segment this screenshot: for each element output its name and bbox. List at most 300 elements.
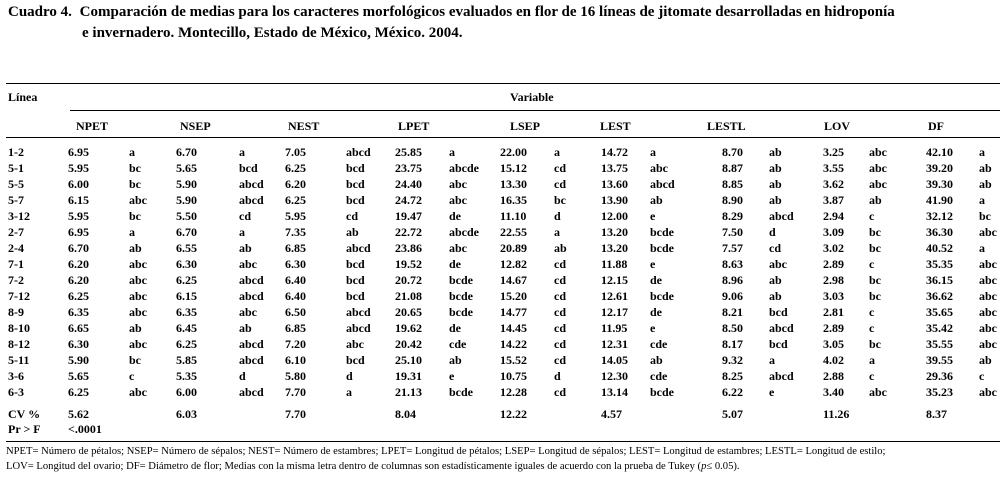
mean-value: 25.85	[395, 145, 422, 159]
tukey-letters: a	[650, 145, 656, 159]
tukey-letters: bcde	[449, 273, 473, 287]
mean-value: 8.87	[722, 161, 743, 175]
mean-value: 6.25	[285, 161, 306, 175]
table-row	[8, 256, 998, 272]
tukey-letters: abc	[979, 321, 997, 335]
mean-value: 14.45	[500, 321, 527, 335]
mean-value: 7.50	[722, 225, 743, 239]
mean-value: 29.36	[926, 369, 953, 383]
tukey-letters: bcd	[346, 193, 365, 207]
mean-value: 6.25	[68, 385, 89, 399]
mean-value: 11.10	[500, 209, 527, 223]
cv-value: 6.03	[176, 407, 197, 421]
mean-value: 3.03	[823, 289, 844, 303]
mean-value: 6.30	[285, 257, 306, 271]
data-table	[8, 144, 998, 400]
mean-value: 12.82	[500, 257, 527, 271]
column-header-lov: LOV	[824, 119, 851, 133]
mean-value: 6.95	[68, 145, 89, 159]
mean-value: 36.15	[926, 273, 953, 287]
tukey-letters: a	[239, 145, 245, 159]
tukey-letters: e	[449, 369, 455, 383]
mean-value: 7.35	[285, 225, 306, 239]
mean-value: 7.05	[285, 145, 306, 159]
tukey-letters: bcd	[769, 305, 788, 319]
tukey-letters: c	[869, 209, 875, 223]
mean-value: 6.20	[68, 257, 89, 271]
tukey-letters: cd	[769, 241, 781, 255]
mean-value: 25.10	[395, 353, 422, 367]
table-row	[8, 320, 998, 336]
mean-value: 8.96	[722, 273, 743, 287]
tukey-letters: ab	[769, 289, 782, 303]
tukey-letters: ab	[650, 353, 663, 367]
mean-value: 19.31	[395, 369, 422, 383]
mean-value: 6.20	[285, 177, 306, 191]
mean-value: 14.22	[500, 337, 527, 351]
tukey-letters: cd	[554, 321, 566, 335]
tukey-letters: ab	[239, 241, 252, 255]
tukey-letters: cde	[650, 337, 668, 351]
mean-value: 6.35	[68, 305, 89, 319]
mean-value: 8.25	[722, 369, 743, 383]
mean-value: 16.35	[500, 193, 527, 207]
footnote-line-2-end: ≤ 0.05).	[706, 461, 740, 472]
tukey-letters: abc	[869, 385, 887, 399]
tukey-letters: bc	[979, 209, 991, 223]
tukey-letters: bc	[129, 161, 141, 175]
mean-value: 8.29	[722, 209, 743, 223]
mean-value: 35.65	[926, 305, 953, 319]
mean-value: 3.25	[823, 145, 844, 159]
tukey-letters: abc	[129, 337, 147, 351]
footnote-p-symbol: p	[701, 461, 707, 472]
mean-value: 3.09	[823, 225, 844, 239]
tukey-letters: a	[129, 145, 135, 159]
table-row	[8, 224, 998, 240]
mean-value: 6.30	[176, 257, 197, 271]
mean-value: 6.50	[285, 305, 306, 319]
tukey-letters: bc	[869, 273, 881, 287]
mean-value: 12.00	[601, 209, 628, 223]
mean-value: 6.25	[68, 289, 89, 303]
tukey-letters: de	[449, 321, 461, 335]
mean-value: 6.40	[285, 289, 306, 303]
tukey-letters: bcd	[346, 177, 365, 191]
mean-value: 11.95	[601, 321, 628, 335]
tukey-letters: ab	[979, 353, 992, 367]
mean-value: 6.85	[285, 241, 306, 255]
mean-value: 5.80	[285, 369, 306, 383]
mean-value: 10.75	[500, 369, 527, 383]
table-row	[8, 176, 998, 192]
tukey-letters: a	[554, 145, 560, 159]
table-row	[8, 368, 998, 384]
mean-value: 15.20	[500, 289, 527, 303]
tukey-letters: bc	[869, 225, 881, 239]
cv-value: 5.62	[68, 407, 89, 421]
caption-number: Cuadro 4.	[8, 4, 72, 20]
tukey-letters: d	[769, 225, 776, 239]
tukey-letters: abc	[449, 241, 467, 255]
tukey-letters: abc	[979, 305, 997, 319]
column-header-df: DF	[928, 119, 944, 133]
mean-value: 5.50	[176, 209, 197, 223]
tukey-letters: bc	[129, 177, 141, 191]
column-header-lest: LEST	[600, 119, 631, 133]
mean-value: 12.28	[500, 385, 527, 399]
tukey-letters: c	[869, 369, 875, 383]
table-row	[8, 272, 998, 288]
tukey-letters: bcde	[650, 225, 674, 239]
tukey-letters: abc	[129, 273, 147, 287]
tukey-letters: d	[554, 209, 561, 223]
tukey-letters: a	[554, 225, 560, 239]
mean-value: 6.22	[722, 385, 743, 399]
line-id: 3-6	[8, 369, 24, 383]
mean-value: 6.25	[176, 337, 197, 351]
mean-value: 5.95	[68, 161, 89, 175]
cv-value: 7.70	[285, 407, 306, 421]
tukey-letters: ab	[346, 225, 359, 239]
tukey-letters: d	[239, 369, 246, 383]
tukey-letters: abc	[650, 161, 668, 175]
tukey-letters: e	[650, 209, 656, 223]
tukey-letters: bcd	[346, 353, 365, 367]
mean-value: 5.95	[68, 209, 89, 223]
tukey-letters: ab	[869, 193, 882, 207]
mean-value: 7.57	[722, 241, 743, 255]
tukey-letters: a	[129, 225, 135, 239]
mean-value: 19.62	[395, 321, 422, 335]
tukey-letters: abcd	[346, 305, 371, 319]
cv-value: 4.57	[601, 407, 622, 421]
line-id: 2-4	[8, 241, 24, 255]
line-id: 2-7	[8, 225, 24, 239]
tukey-letters: abc	[129, 289, 147, 303]
tukey-letters: abcde	[449, 225, 479, 239]
tukey-letters: abcd	[239, 337, 264, 351]
tukey-letters: cd	[554, 337, 566, 351]
tukey-letters: bcde	[449, 289, 473, 303]
tukey-letters: bcde	[650, 241, 674, 255]
tukey-letters: de	[449, 209, 461, 223]
tukey-letters: ab	[129, 321, 142, 335]
tukey-letters: bcde	[650, 385, 674, 399]
tukey-letters: bcde	[650, 289, 674, 303]
table-row	[8, 160, 998, 176]
mean-value: 9.06	[722, 289, 743, 303]
mean-value: 14.77	[500, 305, 527, 319]
mean-value: 35.42	[926, 321, 953, 335]
mean-value: 6.25	[285, 193, 306, 207]
table-row	[8, 304, 998, 320]
mean-value: 21.13	[395, 385, 422, 399]
variable-rule	[70, 110, 1000, 111]
mean-value: 21.08	[395, 289, 422, 303]
mean-value: 5.95	[285, 209, 306, 223]
tukey-letters: a	[346, 385, 352, 399]
mean-value: 2.81	[823, 305, 844, 319]
mean-value: 40.52	[926, 241, 953, 255]
mean-value: 6.25	[176, 273, 197, 287]
mean-value: 39.55	[926, 353, 953, 367]
tukey-letters: a	[239, 225, 245, 239]
tukey-letters: abc	[869, 177, 887, 191]
bottom-rule	[6, 441, 1000, 442]
tukey-letters: abc	[346, 337, 364, 351]
tukey-letters: bc	[129, 353, 141, 367]
mean-value: 8.63	[722, 257, 743, 271]
mean-value: 6.20	[68, 273, 89, 287]
tukey-letters: e	[769, 385, 775, 399]
mean-value: 35.23	[926, 385, 953, 399]
line-id: 8-12	[8, 337, 30, 351]
tukey-letters: a	[449, 145, 455, 159]
mean-value: 35.35	[926, 257, 953, 271]
table-row	[8, 352, 998, 368]
mean-value: 6.55	[176, 241, 197, 255]
tukey-letters: ab	[769, 193, 782, 207]
tukey-letters: abc	[979, 337, 997, 351]
mean-value: 7.20	[285, 337, 306, 351]
tukey-letters: ab	[449, 353, 462, 367]
tukey-letters: abc	[979, 273, 997, 287]
tukey-letters: abcd	[239, 353, 264, 367]
mean-value: 8.50	[722, 321, 743, 335]
mean-value: 15.12	[500, 161, 527, 175]
tukey-letters: cde	[449, 337, 467, 351]
mean-value: 8.90	[722, 193, 743, 207]
mean-value: 14.67	[500, 273, 527, 287]
tukey-letters: bcde	[449, 385, 473, 399]
mean-value: 3.05	[823, 337, 844, 351]
mean-value: 11.88	[601, 257, 628, 271]
footnote-line-2-text: LOV= Longitud del ovario; DF= Diámetro de flor; Medias con la misma letra dentro de columnas son estadísticamente iguales de acuerdo con la prueba de Tukey (	[6, 461, 702, 472]
mean-value: 13.60	[601, 177, 628, 191]
mean-value: 22.72	[395, 225, 422, 239]
tukey-letters: ab	[650, 193, 663, 207]
mean-value: 6.00	[176, 385, 197, 399]
tukey-letters: c	[869, 305, 875, 319]
tukey-letters: abcd	[239, 193, 264, 207]
footnote	[6, 444, 1002, 474]
tukey-letters: cd	[554, 161, 566, 175]
mean-value: 6.15	[68, 193, 89, 207]
tukey-letters: ab	[979, 161, 992, 175]
mean-value: 20.72	[395, 273, 422, 287]
mean-value: 12.61	[601, 289, 628, 303]
mean-value: 6.15	[176, 289, 197, 303]
caption-line-2: e invernadero. Montecillo, Estado de México, México. 2004.	[82, 25, 463, 41]
mean-value: 20.42	[395, 337, 422, 351]
tukey-letters: e	[650, 257, 656, 271]
tukey-letters: cd	[554, 177, 566, 191]
tukey-letters: abcd	[346, 321, 371, 335]
mean-value: 32.12	[926, 209, 953, 223]
cv-value: 8.04	[395, 407, 416, 421]
tukey-letters: a	[979, 241, 985, 255]
mean-value: 2.94	[823, 209, 844, 223]
tukey-letters: bc	[129, 209, 141, 223]
mean-value: 3.55	[823, 161, 844, 175]
tukey-letters: d	[346, 369, 353, 383]
tukey-letters: bcd	[346, 257, 365, 271]
mean-value: 2.98	[823, 273, 844, 287]
column-header-npet: NPET	[76, 119, 109, 133]
tukey-letters: de	[449, 257, 461, 271]
mean-value: 8.17	[722, 337, 743, 351]
cv-value: 12.22	[500, 407, 527, 421]
mean-value: 5.65	[68, 369, 89, 383]
tukey-letters: bc	[869, 337, 881, 351]
cv-value: 8.37	[926, 407, 947, 421]
tukey-letters: bc	[869, 289, 881, 303]
line-id: 7-2	[8, 273, 24, 287]
tukey-letters: abc	[239, 305, 257, 319]
mean-value: 2.89	[823, 257, 844, 271]
mean-value: 20.89	[500, 241, 527, 255]
mean-value: 13.14	[601, 385, 628, 399]
tukey-letters: abcd	[239, 273, 264, 287]
tukey-letters: abc	[129, 305, 147, 319]
mean-value: 22.55	[500, 225, 527, 239]
mean-value: 6.70	[176, 225, 197, 239]
line-id: 7-12	[8, 289, 30, 303]
mean-value: 20.65	[395, 305, 422, 319]
mean-value: 6.30	[68, 337, 89, 351]
mean-value: 7.70	[285, 385, 306, 399]
mean-value: 4.02	[823, 353, 844, 367]
tukey-letters: ab	[769, 161, 782, 175]
mean-value: 36.30	[926, 225, 953, 239]
mean-value: 6.95	[68, 225, 89, 239]
tukey-letters: abcd	[346, 241, 371, 255]
cv-value: 11.26	[823, 407, 850, 421]
tukey-letters: bcd	[346, 289, 365, 303]
tukey-letters: c	[979, 369, 985, 383]
mean-value: 13.20	[601, 225, 628, 239]
mean-value: 23.75	[395, 161, 422, 175]
tukey-letters: bc	[869, 241, 881, 255]
mean-value: 6.70	[68, 241, 89, 255]
tukey-letters: bcd	[346, 161, 365, 175]
tukey-letters: cd	[554, 257, 566, 271]
mean-value: 2.89	[823, 321, 844, 335]
table-row	[8, 384, 998, 400]
tukey-letters: cd	[239, 209, 251, 223]
tukey-letters: cd	[554, 305, 566, 319]
mean-value: 19.52	[395, 257, 422, 271]
mean-value: 41.90	[926, 193, 953, 207]
mean-value: 14.72	[601, 145, 628, 159]
tukey-letters: abcd	[239, 385, 264, 399]
table-row	[8, 240, 998, 256]
tukey-letters: de	[650, 305, 662, 319]
tukey-letters: c	[129, 369, 135, 383]
tukey-letters: abc	[979, 225, 997, 239]
tukey-letters: abc	[869, 145, 887, 159]
tukey-letters: abc	[979, 289, 997, 303]
tukey-letters: c	[869, 257, 875, 271]
pr-value: <.0001	[68, 422, 102, 436]
tukey-letters: abcd	[239, 289, 264, 303]
mean-value: 5.90	[176, 193, 197, 207]
tukey-letters: abc	[979, 257, 997, 271]
mean-value: 36.62	[926, 289, 953, 303]
line-header: Línea	[8, 90, 38, 104]
header-rule	[6, 137, 1000, 138]
pr-label: Pr > F	[8, 422, 41, 436]
line-id: 3-12	[8, 209, 30, 223]
tukey-letters: bc	[554, 193, 566, 207]
caption-line-1: Comparación de medias para los caracteres morfológicos evaluados en flor de 16 líneas de jitomate desarrolladas en hidroponía	[79, 4, 895, 20]
table-row	[8, 288, 998, 304]
mean-value: 12.17	[601, 305, 628, 319]
tukey-letters: de	[650, 273, 662, 287]
mean-value: 6.10	[285, 353, 306, 367]
mean-value: 12.30	[601, 369, 628, 383]
tukey-letters: abcd	[769, 209, 794, 223]
tukey-letters: abc	[239, 257, 257, 271]
tukey-letters: ab	[769, 145, 782, 159]
line-id: 8-9	[8, 305, 24, 319]
line-id: 5-11	[8, 353, 30, 367]
tukey-letters: abcd	[769, 321, 794, 335]
mean-value: 5.65	[176, 161, 197, 175]
mean-value: 5.90	[176, 177, 197, 191]
tukey-letters: a	[769, 353, 775, 367]
mean-value: 24.72	[395, 193, 422, 207]
line-id: 1-2	[8, 145, 24, 159]
mean-value: 3.02	[823, 241, 844, 255]
tukey-letters: abcd	[239, 177, 264, 191]
mean-value: 6.40	[285, 273, 306, 287]
tukey-letters: ab	[554, 241, 567, 255]
mean-value: 13.75	[601, 161, 628, 175]
mean-value: 23.86	[395, 241, 422, 255]
mean-value: 3.40	[823, 385, 844, 399]
column-header-lpet: LPET	[398, 119, 430, 133]
tukey-letters: a	[979, 193, 985, 207]
table-row	[8, 192, 998, 208]
tukey-letters: abc	[869, 161, 887, 175]
column-header-lsep: LSEP	[510, 119, 541, 133]
mean-value: 3.62	[823, 177, 844, 191]
line-id: 8-10	[8, 321, 30, 335]
mean-value: 6.85	[285, 321, 306, 335]
tukey-letters: ab	[769, 177, 782, 191]
table-row	[8, 208, 998, 224]
mean-value: 35.55	[926, 337, 953, 351]
tukey-letters: abcd	[346, 145, 371, 159]
tukey-letters: abc	[129, 193, 147, 207]
tukey-letters: abcd	[650, 177, 675, 191]
tukey-letters: d	[554, 369, 561, 383]
tukey-letters: cd	[554, 385, 566, 399]
top-rule	[6, 83, 1000, 84]
tukey-letters: bcd	[769, 337, 788, 351]
variable-header: Variable	[510, 90, 554, 104]
mean-value: 39.20	[926, 161, 953, 175]
mean-value: 8.70	[722, 145, 743, 159]
mean-value: 24.40	[395, 177, 422, 191]
tukey-letters: abc	[449, 193, 467, 207]
mean-value: 12.15	[601, 273, 628, 287]
line-id: 6-3	[8, 385, 24, 399]
mean-value: 6.65	[68, 321, 89, 335]
tukey-letters: cd	[346, 209, 358, 223]
